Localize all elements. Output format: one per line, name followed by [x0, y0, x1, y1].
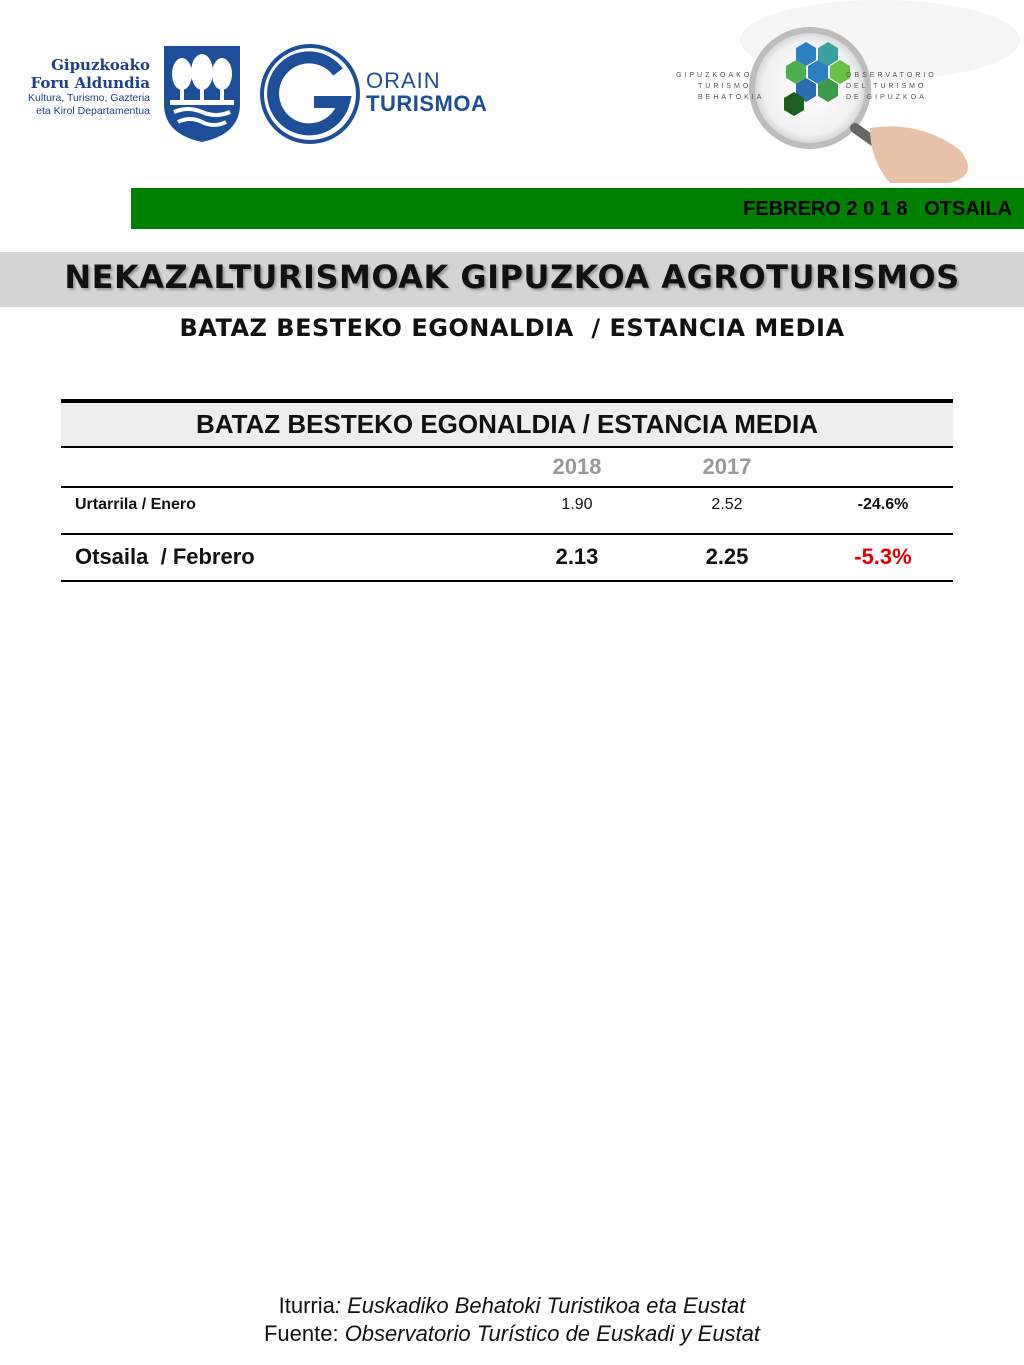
turismoa-text: TURISMOA — [366, 91, 488, 116]
table-year-header — [61, 446, 953, 486]
table-row — [61, 533, 953, 582]
iturria-text: : Euskadiko Behatoki Turistikoa eta Eustat — [334, 1293, 746, 1318]
shield-logo-icon — [162, 44, 242, 144]
table-heading: BATAZ BESTEKO EGONALDIA / ESTANCIA MEDIA — [61, 403, 953, 446]
year-2017: 2017 — [702, 454, 752, 479]
observ-right-2: DEL TURISMO — [846, 83, 927, 90]
fuente-label: Fuente: — [263, 1321, 345, 1346]
stats-table — [61, 399, 953, 582]
source-note — [0, 1292, 1024, 1348]
date-label: FEBRERO 2 0 1 8 OTSAILA — [743, 198, 1012, 220]
orain-g-logo-icon — [258, 42, 362, 146]
iturria-label: Iturria — [278, 1293, 335, 1318]
observ-left-1: GIPUZKOAKO — [676, 72, 753, 79]
row-change: -24.6% — [857, 496, 909, 513]
observatorio-left-text — [676, 70, 796, 103]
source-eu — [0, 1292, 1024, 1320]
gfa-line1: Gipuzkoako — [51, 56, 150, 74]
row-label: Urtarrila / Enero — [75, 496, 196, 513]
gfa-line2: Foru Aldundia — [30, 74, 150, 92]
year-2018: 2018 — [552, 454, 602, 479]
fuente-text: Observatorio Turístico de Euskadi y Eustat — [344, 1321, 761, 1346]
gfa-line3: Kultura, Turismo, Gazteria — [28, 92, 150, 104]
table-row — [61, 486, 953, 533]
observ-right-1: OBSERVATORIO — [846, 72, 937, 79]
observ-right-3: DE GIPUZKOA — [846, 94, 927, 101]
observ-left-3: BEHATOKIA — [698, 94, 765, 101]
page-subtitle: BATAZ BESTEKO EGONALDIA / ESTANCIA MEDIA — [179, 314, 845, 342]
orain-text: ORAIN — [366, 68, 441, 93]
row-value-2018: 1.90 — [561, 496, 593, 513]
source-es — [0, 1320, 1024, 1348]
row-value-2017: 2.25 — [705, 544, 749, 569]
observ-left-2: TURISMO — [698, 83, 752, 90]
page-title: NEKAZALTURISMOAK GIPUZKOA AGROTURISMOS — [64, 258, 960, 296]
row-change: -5.3% — [854, 544, 912, 569]
gfa-logo-text — [10, 56, 150, 118]
observatorio-right-text — [846, 70, 966, 103]
row-label: Otsaila / Febrero — [75, 544, 255, 569]
row-value-2017: 2.52 — [711, 496, 743, 513]
gfa-line4: eta Kirol Departamentua — [36, 105, 150, 117]
row-value-2018: 2.13 — [555, 544, 599, 569]
